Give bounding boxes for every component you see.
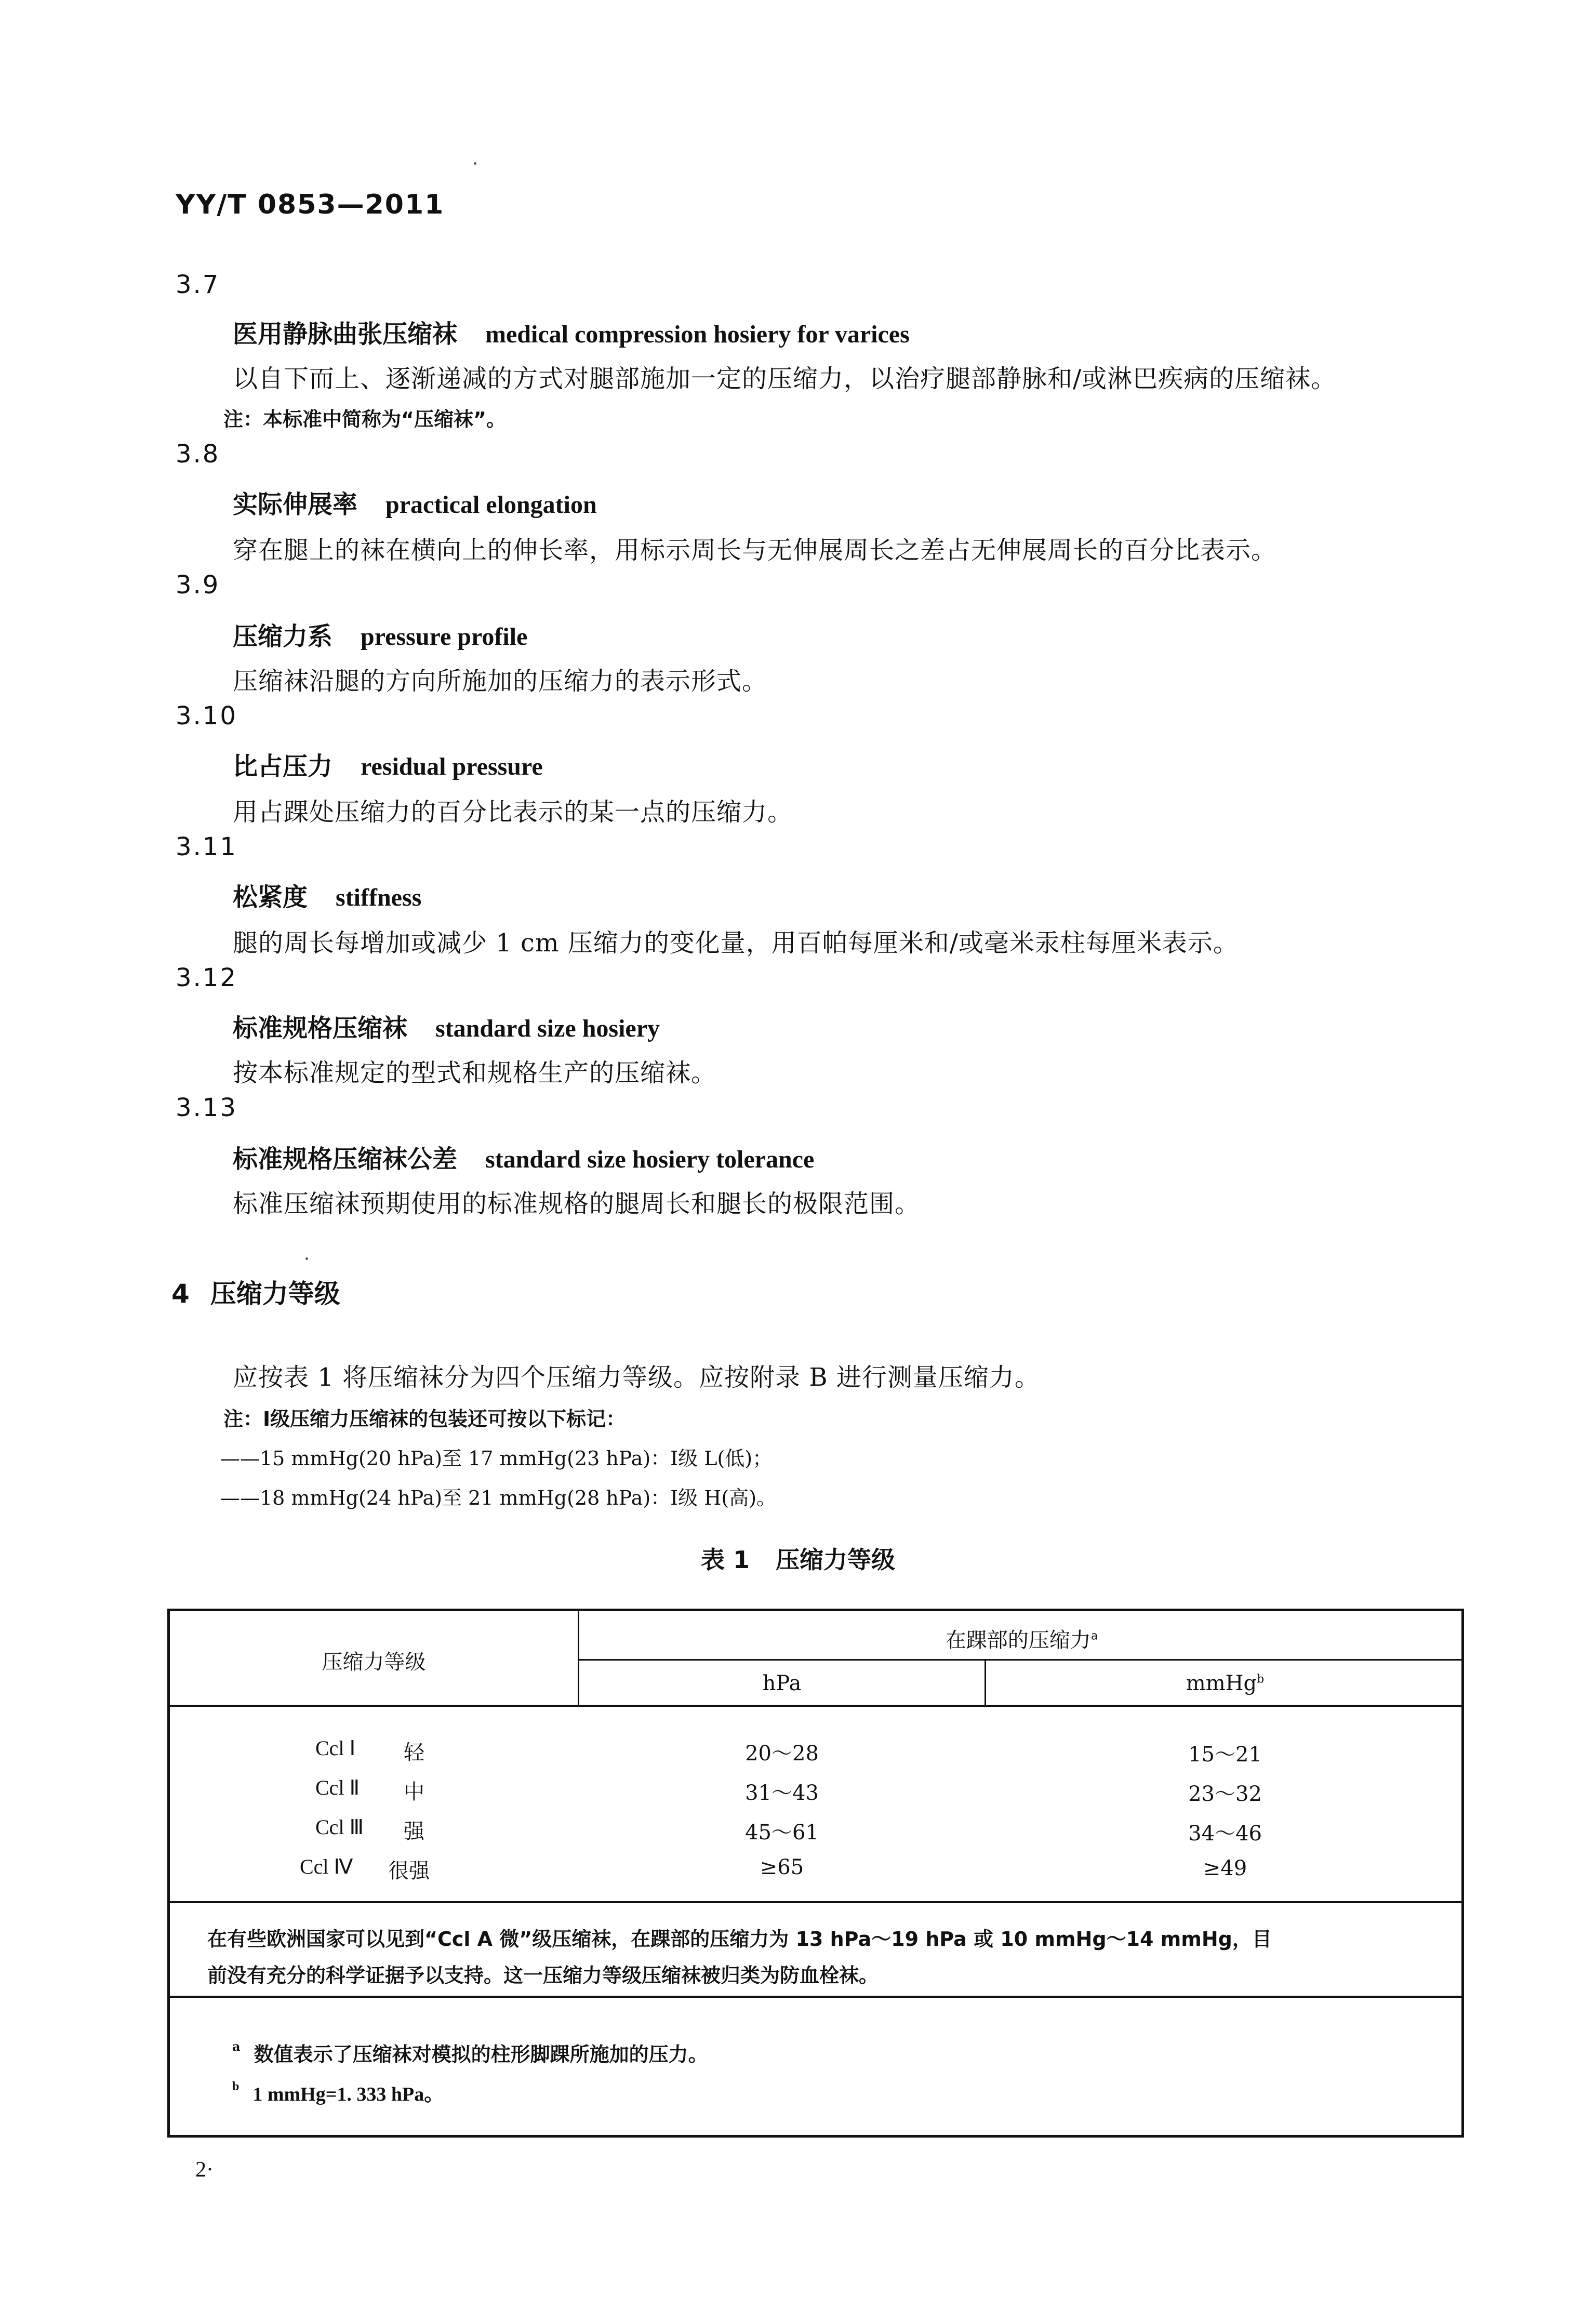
table-caption-label: 表 1 xyxy=(700,1546,750,1574)
term-heading xyxy=(233,1008,660,1044)
table-caption-title: 压缩力等级 xyxy=(776,1546,896,1574)
mmhg-value: 15～21 xyxy=(1188,1743,1262,1767)
table-footnote xyxy=(232,2078,444,2106)
term-zh: 实际伸展率 xyxy=(233,490,358,519)
header-compression-class: 压缩力等级 xyxy=(322,1650,426,1674)
footnote-mark: a xyxy=(232,2039,241,2054)
term-heading xyxy=(233,877,421,913)
header-ankle-pressure-text: 在踝部的压缩力 xyxy=(945,1628,1091,1652)
term-zh: 标准规格压缩袜 xyxy=(233,1014,408,1043)
mmhg-value: 34～46 xyxy=(1188,1822,1262,1846)
term-definition: 按本标准规定的型式和规格生产的压缩袜。 xyxy=(233,1058,717,1087)
term-heading xyxy=(233,1139,814,1175)
footnote-mark: b xyxy=(1257,1673,1265,1686)
class-name: 轻 xyxy=(404,1741,424,1764)
term-en: pressure profile xyxy=(361,623,528,651)
header-hpa: hPa xyxy=(762,1671,802,1695)
section-note-item: ——18 mmHg(24 hPa)至 21 mmHg(28 hPa)：Ⅰ级 H(高)。 xyxy=(220,1487,777,1509)
class-code: Ccl Ⅱ xyxy=(315,1776,360,1799)
term-definition: 用占踝处压缩力的百分比表示的某一点的压缩力。 xyxy=(233,798,793,827)
class-code: Ccl Ⅲ xyxy=(315,1815,364,1839)
page-number: 2· xyxy=(195,2158,214,2182)
clause-number: 3.10 xyxy=(176,701,237,731)
hpa-value: 45～61 xyxy=(745,1821,819,1845)
table-footnote xyxy=(232,2038,708,2067)
term-zh: 标准规格压缩袜公差 xyxy=(233,1145,458,1174)
term-zh: 医用静脉曲张压缩袜 xyxy=(233,320,458,349)
hpa-value: 20～28 xyxy=(745,1742,819,1766)
footnote-mark: a xyxy=(1090,1629,1098,1643)
section-note-title: 注：Ⅰ级压缩力压缩袜的包装还可按以下标记： xyxy=(223,1408,626,1430)
section-number: 4 xyxy=(171,1279,190,1309)
table-rule xyxy=(170,1705,1464,1707)
clause-number: 3.13 xyxy=(176,1093,237,1122)
header-mmhg-text: mmHg xyxy=(1186,1671,1257,1695)
term-definition: 穿在腿上的袜在横向上的伸长率，用标示周长与无伸展周长之差占无伸展周长的百分比表示。 xyxy=(233,536,1277,565)
hpa-value: 31～43 xyxy=(745,1781,819,1805)
section-title-text: 压缩力等级 xyxy=(210,1279,340,1309)
clause-number: 3.9 xyxy=(176,570,220,600)
scan-speck xyxy=(305,1257,308,1260)
footnote-text: 数值表示了压缩袜对模拟的柱形脚踝所施加的压力。 xyxy=(254,2042,708,2066)
term-zh: 松紧度 xyxy=(233,883,308,912)
term-en: stiffness xyxy=(336,884,422,911)
term-heading xyxy=(233,314,910,350)
mmhg-value: 23～32 xyxy=(1188,1782,1262,1806)
term-note: 注：本标准中简称为“压缩袜”。 xyxy=(223,408,506,431)
header-mmhg xyxy=(986,1671,1464,1695)
term-definition: 标准压缩袜预期使用的标准规格的腿周长和腿长的极限范围。 xyxy=(233,1189,921,1218)
clause-number: 3.11 xyxy=(176,832,237,861)
section-paragraph: 应按表 1 将压缩袜分为四个压缩力等级。应按附录 B 进行测量压缩力。 xyxy=(233,1363,1040,1392)
term-en: standard size hosiery xyxy=(435,1015,660,1042)
class-name: 中 xyxy=(404,1780,424,1804)
term-en: standard size hosiery tolerance xyxy=(485,1146,815,1173)
clause-number: 3.12 xyxy=(176,963,237,992)
footnote-mark: b xyxy=(232,2080,240,2094)
scan-speck xyxy=(474,162,476,165)
section-heading xyxy=(171,1273,340,1310)
footnote-text: 1 mmHg=1. 333 hPa。 xyxy=(252,2084,444,2105)
term-en: practical elongation xyxy=(385,491,597,519)
compression-class-table xyxy=(167,1609,1464,2138)
class-name: 强 xyxy=(404,1820,424,1843)
class-code: Ccl Ⅳ xyxy=(300,1855,353,1878)
mmhg-value: ≥49 xyxy=(1203,1856,1247,1880)
term-definition: 压缩袜沿腿的方向所施加的压缩力的表示形式。 xyxy=(233,667,768,696)
table-rule xyxy=(170,1901,1464,1903)
table-rule xyxy=(170,1996,1464,1998)
term-heading xyxy=(233,484,597,520)
table-remark-line: 前没有充分的科学证据予以支持。这一压缩力等级压缩袜被归类为防血栓袜。 xyxy=(207,1964,879,1987)
header-ankle-pressure xyxy=(579,1624,1464,1653)
term-heading xyxy=(233,746,543,782)
term-zh: 比占压力 xyxy=(233,752,333,781)
hpa-value: ≥65 xyxy=(760,1855,804,1879)
term-definition: 腿的周长每增加或减少 1 cm 压缩力的变化量，用百帕每厘米和/或毫米汞柱每厘米表示。 xyxy=(233,928,1239,958)
table-caption xyxy=(0,1541,1596,1575)
table-remark-line: 在有些欧洲国家可以见到“Ccl A 微”级压缩袜，在踝部的压缩力为 13 hPa～19 hPa 或 10 mmHg～14 mmHg，目 xyxy=(207,1928,1272,1951)
class-name: 很强 xyxy=(388,1859,430,1883)
term-heading xyxy=(233,616,527,652)
clause-number: 3.8 xyxy=(176,440,220,469)
standard-code: YY/T 0853—2011 xyxy=(176,189,445,220)
class-code: Ccl Ⅰ xyxy=(315,1736,356,1760)
clause-number: 3.7 xyxy=(176,270,220,299)
section-note-item: ——15 mmHg(20 hPa)至 17 mmHg(23 hPa)：Ⅰ级 L(低)； xyxy=(220,1447,773,1470)
term-en: residual pressure xyxy=(361,753,543,780)
term-en: medical compression hosiery for varices xyxy=(485,321,910,348)
term-zh: 压缩力系 xyxy=(233,622,333,651)
table-rule xyxy=(579,1659,1464,1661)
term-definition: 以自下而上、逐渐递减的方式对腿部施加一定的压缩力，以治疗腿部静脉和/或淋巴疾病的压缩袜。 xyxy=(233,364,1337,393)
